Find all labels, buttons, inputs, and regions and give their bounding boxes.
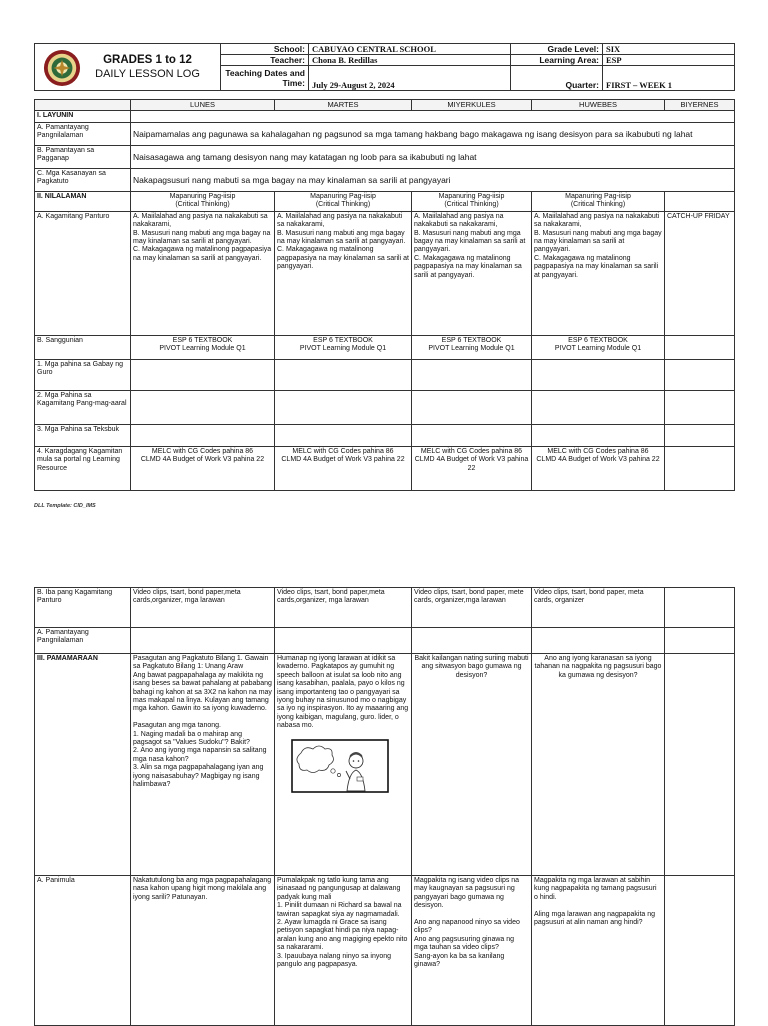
title-cell — [35, 44, 221, 91]
row-label: A. Pamantayang Pangnilalaman — [35, 628, 131, 654]
empty-cell — [532, 628, 665, 654]
catch-up-cell: CATCH-UP FRIDAY — [665, 211, 735, 335]
teacher-value: Chona B. Redillas — [309, 55, 511, 66]
materials-cell: Video clips, tsart, bond paper,meta cards,organizer, mga larawan — [131, 588, 275, 628]
row-label: 2. Mga Pahina sa Kagamitang Pang-mag-aaral — [35, 390, 131, 424]
empty-cell — [412, 628, 532, 654]
reference-cell: ESP 6 TEXTBOOK PIVOT Learning Module Q1 — [412, 335, 532, 359]
reference-cell: ESP 6 TEXTBOOK PIVOT Learning Module Q1 — [131, 335, 275, 359]
procedure-miyerkules: Bakit kailangan nating suriing mabuti ang sitwasyon bago gumawa ng desisyon? — [412, 654, 532, 876]
speech-balloon-illustration — [291, 739, 389, 793]
row-label: A. Pamantayang Pangnilalaman — [35, 122, 131, 145]
topic-cell: Mapanuring Pag-iisip (Critical Thinking) — [275, 191, 412, 211]
materials-cell: Video clips, tsart, bond paper, mete cards, organizer,mga larawan — [412, 588, 532, 628]
empty-cell — [131, 111, 735, 122]
pamantayan-text: Naipamamalas ang pagunawa sa kahalagahan ng pagsunod sa mga tamang hakbang bago makagawa ng isang desisyon para sa ikabubuti ng lahat — [131, 122, 735, 145]
empty-cell — [665, 390, 735, 424]
empty-cell — [412, 390, 532, 424]
intro-lunes: Nakatutulong ba ang mga pagpapahalagang nasa kahon upang higit mong makilala ang iyong sarili? Patunayan. — [131, 876, 275, 1026]
empty-cell — [665, 191, 735, 211]
row-label: A. Kagamitang Panturo — [35, 211, 131, 335]
school-value: CABUYAO CENTRAL SCHOOL — [309, 44, 511, 55]
template-footer: DLL Template: CID_IMS — [34, 503, 96, 509]
day-header: MIYERKULES — [412, 100, 532, 111]
grade-value: SIX — [603, 44, 735, 55]
procedure-lunes: Pasagutan ang Pagkatuto Bilang 1. Gawain sa Pagkatuto Bilang 1: Unang Araw Ang bawat pagpapahalaga ay makikita ng isang beses sa bawat pahalang at pababang bahagi ng kahon at sa 3X2 na kahon na may mas makapal na linya. Kulayan ang tamang mga kahon. Gawin ito sa iyong kuwaderno. Pasagutan ang mga tanong. 1. Naging madali ba o mahirap ang pagsagot sa "Values Sudoku"? Bakit? 2. Ano ang iyong mga napansin sa salitang mga nasa kahon? 3. Alin sa mga pagpapahalagang iyan ang iyong naisasabuhay? Magbigay ng isang halimbawa? — [131, 654, 275, 876]
day-header: LUNES — [131, 100, 275, 111]
area-value: ESP — [603, 55, 735, 66]
intro-miyerkules: Magpakita ng isang video clips na may kaugnayan sa pagsusuri ng pangyayari bago gumawa ng desisyon. Ano ang napanood ninyo sa video clips? Ano ang pagsusuring ginawa ng mga tauhan sa video clips? Sang-ayon ka ba sa kanilang ginawa? — [412, 876, 532, 1026]
header-table — [34, 43, 735, 91]
row-label: A. Panimula — [35, 876, 131, 1026]
empty-cell — [131, 424, 275, 446]
empty-cell — [412, 359, 532, 390]
intro-martes: Pumalakpak ng tatlo kung tama ang isinasaad ng pangungusap at dalawang padyak kung mali 1. Pinilit dumaan ni Richard sa bawal na tawiran sapagkat siya ay nagmamadali. 2. Ayaw lumagda ni Grace sa isang petisyon sapagkat hindi pa niya napag-aralan kung ano ang magiging epekto nito sa nakararami. 3. Ipauubaya nalang ninyo sa inyong pangulo ang pagpapasya. — [275, 876, 412, 1026]
row-label: B. Sanggunian — [35, 335, 131, 359]
empty-cell — [532, 359, 665, 390]
reference-cell: ESP 6 TEXTBOOK PIVOT Learning Module Q1 — [532, 335, 665, 359]
lesson-table-2 — [34, 587, 735, 1026]
objective-cell: A. Maiilalahad ang pasiya na nakakabuti sa nakakarami, B. Masusuri nang mabuti ang mga bagay na may kinalaman sa sarili at pangyayari. C. Makagagawa ng matalinong pagpapasiya na may kinalaman sa sarili at pangyayari. — [412, 211, 532, 335]
teacher-label: Teacher: — [221, 55, 309, 66]
area-label: Learning Area: — [511, 55, 603, 66]
empty-cell — [665, 424, 735, 446]
empty-cell — [665, 335, 735, 359]
materials-cell: Video clips, tsart, bond paper, meta cards, organizer — [532, 588, 665, 628]
reference-cell: ESP 6 TEXTBOOK PIVOT Learning Module Q1 — [275, 335, 412, 359]
dates-label: Teaching Dates and Time: — [221, 66, 309, 91]
procedure-martes-cell — [275, 654, 412, 876]
quarter-value: FIRST – WEEK 1 — [603, 66, 735, 91]
empty-cell — [275, 424, 412, 446]
topic-cell: Mapanuring Pag-iisip (Critical Thinking) — [412, 191, 532, 211]
row-label: C. Mga Kasanayan sa Pagkatuto — [35, 168, 131, 191]
resource-cell: MELC with CG Codes pahina 86 CLMD 4A Budget of Work V3 pahina 22 — [275, 446, 412, 490]
row-label: B. Iba pang Kagamitang Panturo — [35, 588, 131, 628]
empty-cell — [665, 359, 735, 390]
empty-cell — [275, 390, 412, 424]
procedure-huwebes: Ano ang iyong karanasan sa iyong tahanan na nagpakita ng pagsusuri bago ka gumawa ng desisyon? — [532, 654, 665, 876]
row-label: 3. Mga Pahina sa Teksbuk — [35, 424, 131, 446]
empty-cell — [412, 424, 532, 446]
quarter-label: Quarter: — [511, 66, 603, 91]
kasanayan-text: Nakapagsusuri nang mabuti sa mga bagay na may kinalaman sa sarili at pangyayari — [131, 168, 735, 191]
day-header: HUWEBES — [532, 100, 665, 111]
resource-cell: MELC with CG Codes pahina 86 CLMD 4A Budget of Work V3 pahina 22 — [532, 446, 665, 490]
topic-cell: Mapanuring Pag-iisip (Critical Thinking) — [131, 191, 275, 211]
topic-cell: Mapanuring Pag-iisip (Critical Thinking) — [532, 191, 665, 211]
day-header: MARTES — [275, 100, 412, 111]
objective-cell: A. Maiilalahad ang pasiya na nakakabuti sa nakakarami, B. Masusuri nang mabuti ang mga bagay na may kinalaman sa sarili at pangyayari. C. Makagagawa ng matalinong pagpapasiya na may kinalaman sa sarili at pangyayari. — [131, 211, 275, 335]
section-label: I. LAYUNIN — [35, 111, 131, 122]
empty-cell — [131, 628, 275, 654]
row-label: B. Pamantayan sa Pagganap — [35, 145, 131, 168]
empty-cell — [275, 628, 412, 654]
empty-cell — [665, 654, 735, 876]
intro-huwebes: Magpakita ng mga larawan at sabihin kung nagpapakita ng tamang pagsusuri o hindi. Aling mga larawan ang nagpapakita ng pagsusuri at alin naman ang hindi? — [532, 876, 665, 1026]
pagganap-text: Naisasagawa ang tamang desisyon nang may katatagan ng loob para sa ikabubuti ng lahat — [131, 145, 735, 168]
row-label: 4. Karagdagang Kagamitan mula sa portal ng Learning Resource — [35, 446, 131, 490]
materials-cell: Video clips, tsart, bond paper,meta cards,organizer, mga larawan — [275, 588, 412, 628]
resource-cell: MELC with CG Codes pahina 86 CLMD 4A Budget of Work V3 pahina 22 — [131, 446, 275, 490]
corner-cell — [35, 100, 131, 111]
grade-label: Grade Level: — [511, 44, 603, 55]
empty-cell — [131, 359, 275, 390]
empty-cell — [131, 390, 275, 424]
day-header: BIYERNES — [665, 100, 735, 111]
section-label: III. PAMAMARAAN — [35, 654, 131, 876]
empty-cell — [532, 424, 665, 446]
row-label: 1. Mga pahina sa Gabay ng Guro — [35, 359, 131, 390]
empty-cell — [665, 446, 735, 490]
objective-cell: A. Maiilalahad ang pasiya na nakakabuti sa nakakarami, B. Masusuri nang mabuti ang mga bagay na may kinalaman sa sarili at pangyayari. C. Makagagawa ng matalinong pagpapasiya na may kinalaman sa sarili at pangyayari. — [532, 211, 665, 335]
empty-cell — [665, 876, 735, 1026]
title-line-1: GRADES 1 to 12 — [103, 54, 192, 66]
school-label: School: — [221, 44, 309, 55]
lesson-table-1 — [34, 99, 735, 491]
objective-cell: A. Maiilalahad ang pasiya na nakakabuti sa nakakarami, B. Masusuri nang mabuti ang mga bagay na may kinalaman sa sarili at pangyayari. C. Makagagawa ng matalinong pagpapasiya na may kinalaman sa sarili at pangyayari. — [275, 211, 412, 335]
empty-cell — [665, 628, 735, 654]
resource-cell: MELC with CG Codes pahina 86 CLMD 4A Budget of Work V3 pahina 22 — [412, 446, 532, 490]
title-line-2: DAILY LESSON LOG — [95, 68, 200, 80]
procedure-martes: Humanap ng iyong larawan at idikit sa kwaderno. Pagkatapos ay gumuhit ng speech balloon at isulat sa loob nito ang isang kasabihan, paalala, payo o kilos ng isang importanteng tao o pangyayari sa iyong buhay na sinusunod mo o nagbigay sa iyo ng inspirasyon. Ito ay maaaring ang iyong kaibigan, magulang, guro. lider, o nabasa mo. — [277, 655, 409, 730]
dates-value: July 29-August 2, 2024 — [309, 66, 511, 91]
empty-cell — [532, 390, 665, 424]
empty-cell — [275, 359, 412, 390]
materials-cell — [665, 588, 735, 628]
deped-seal-icon — [43, 49, 81, 87]
section-label: II. NILALAMAN — [35, 191, 131, 211]
